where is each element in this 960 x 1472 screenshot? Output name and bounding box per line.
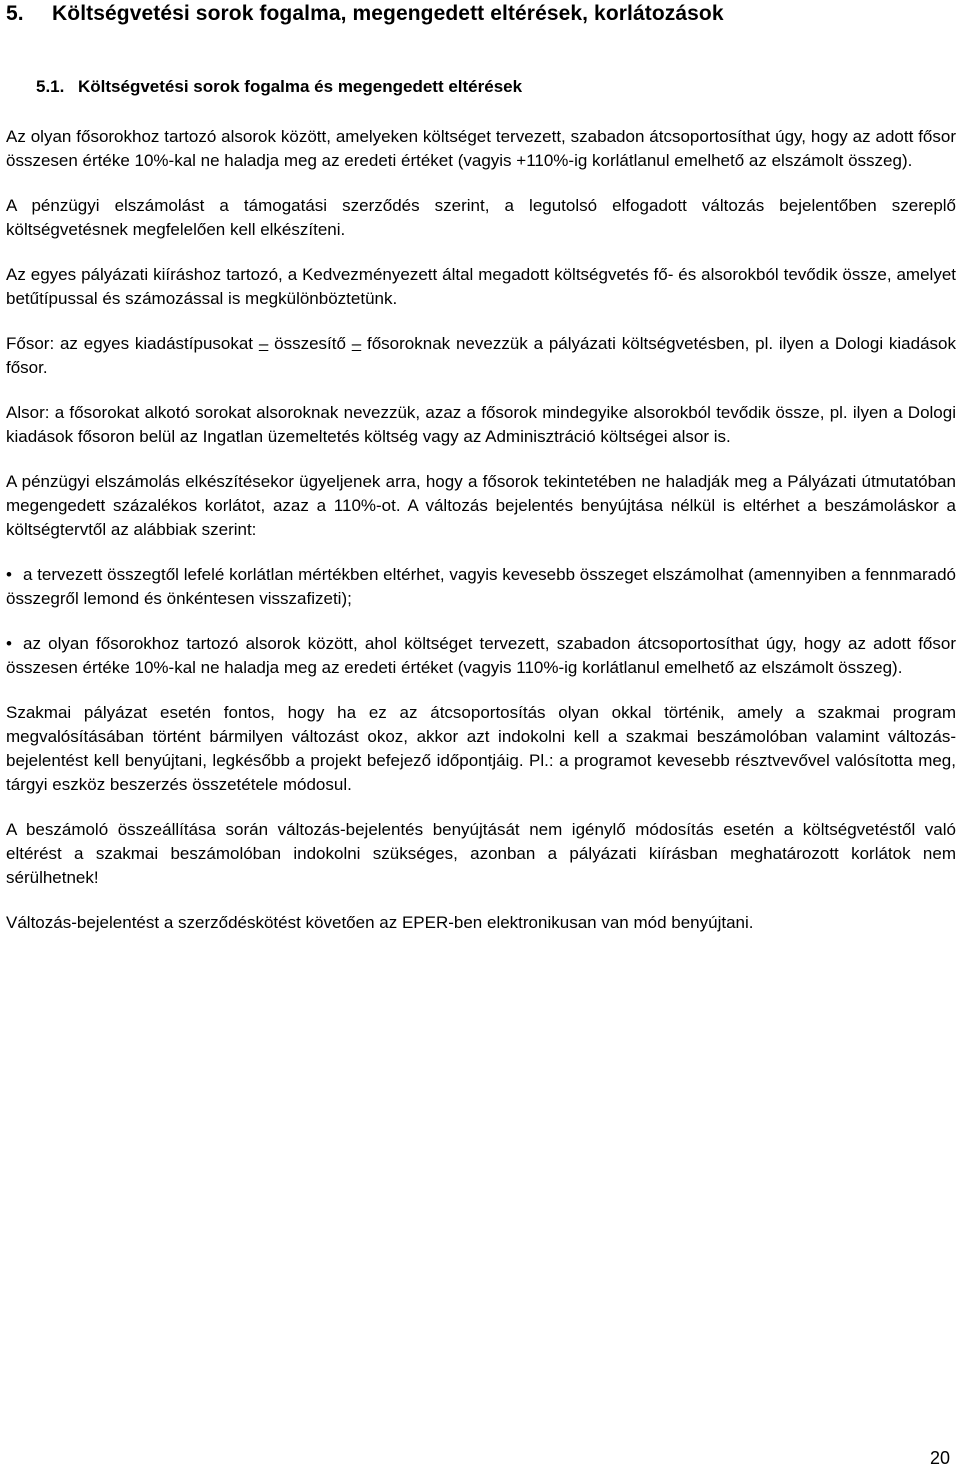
section-title: Költségvetési sorok fogalma, megengedett eltérések, korlátozások: [52, 2, 724, 25]
paragraph-professional-tender: Szakmai pályázat esetén fontos, hogy ha ez az átcsoportosítás olyan okkal történik, amely a szakmai program megvalósításában történt bármilyen változást okoz, akkor azt indokolni kell a szakmai beszámolóban valamint változás-bejelentést kell benyújtani, legkésőbb a projekt befejező időpontjáig. Pl.: a programot kevesebb résztvevővel valósította meg, tárgyi eszköz beszerzés összetétele módosul.: [6, 703, 956, 794]
underlined-dash: –: [258, 334, 269, 353]
paragraph-sub-line-definition: Alsor: a fősorokat alkotó sorokat alsoroknak nevezzük, azaz a fősorok mindegyike alsorokból tevődik össze, pl. ilyen a Dologi kiadások fősoron belül az Ingatlan üzemeltetés költség vagy az Adminisztráció költségei alsor is.: [6, 403, 956, 446]
subsection-heading: [36, 77, 522, 97]
section-heading: [6, 2, 724, 26]
paragraph-change-notification: Változás-bejelentést a szerződéskötést követően az EPER-ben elektronikusan van mód benyújtani.: [6, 913, 754, 932]
list-item-regroup-sublines: • az olyan fősorokhoz tartozó alsorok között, ahol költséget tervezett, szabadon átcsoportosíthat úgy, hogy az adott fősor összesen értéke 10%-kal ne haladja meg az eredeti értéket (vagyis 110%-ig korlátlanul emelhető az elszámolt összeg).: [6, 634, 956, 677]
paragraph-main-line-definition: Fősor: az egyes kiadástípusokat – összesítő – fősoroknak nevezzük a pályázati költségvetésben, pl. ilyen a Dologi kiadások fősor.: [6, 334, 956, 377]
section-number: 5.: [6, 2, 24, 25]
paragraph-regrouping-rule: Az olyan fősorokhoz tartozó alsorok között, amelyeken költséget tervezett, szabadon átcsoportosíthat úgy, hogy az adott fősor összesen értéke 10%-kal ne haladja meg az eredeti értéket (vagyis +110%-ig korlátlanul emelhető az elszámolt összeg).: [6, 127, 956, 170]
subsection-title: Költségvetési sorok fogalma és megengedett eltérések: [78, 77, 523, 96]
bullet-icon: •: [6, 634, 12, 653]
paragraph-report-compilation: A beszámoló összeállítása során változás-bejelentés benyújtását nem igénylő módosítás esetén a költségvetéstől való eltérést a szakmai beszámolóban indokolni szükséges, azonban a pályázati kiírásban meghatározott korlátok nem sérülhetnek!: [6, 820, 956, 887]
paragraph-financial-settlement: A pénzügyi elszámolást a támogatási szerződés szerint, a legutolsó elfogadott változás bejelentőben szereplő költségvetésnek megfelelően kell elkészíteni.: [6, 196, 956, 239]
paragraph-budget-structure: Az egyes pályázati kiíráshoz tartozó, a Kedvezményezett által megadott költségvetés fő- és alsorokból tevődik össze, amelyet betűtípussal és számozással is megkülönböztetünk.: [6, 265, 956, 308]
page-number: 20: [929, 1448, 950, 1468]
body-text: [6, 125, 956, 956]
underlined-dash: –: [351, 334, 362, 353]
bullet-icon: •: [6, 565, 12, 584]
paragraph-percentage-limit: A pénzügyi elszámolás elkészítésekor ügyeljenek arra, hogy a fősorok tekintetében ne haladják meg a Pályázati útmutatóban megengedett százalékos korlátot, azaz a 110%-ot. A változás bejelentés benyújtása nélkül is eltérhet a beszámoláskor a költségtervtől az alábbiak szerint:: [6, 472, 956, 539]
list-item-reduce-amount: • a tervezett összegtől lefelé korlátlan mértékben eltérhet, vagyis kevesebb összeget elszámolhat (amennyiben a fennmaradó összegről lemond és önkéntesen visszafizeti);: [6, 565, 956, 608]
subsection-number: 5.1.: [36, 77, 65, 96]
